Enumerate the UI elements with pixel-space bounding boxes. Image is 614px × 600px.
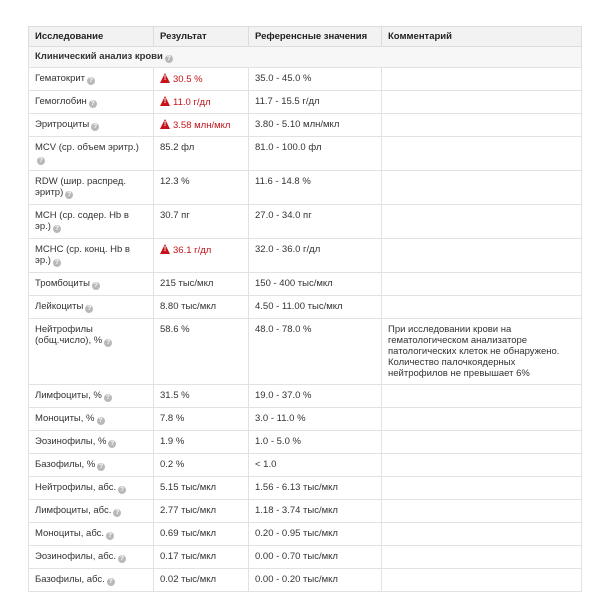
question-circle-icon[interactable]: ? [37,157,45,165]
question-circle-icon[interactable]: ? [104,339,112,347]
test-name-cell [29,68,154,91]
result-cell [154,137,249,171]
reference-value: 1.0 - 5.0 % [255,436,301,447]
result-value: 7.8 % [160,413,185,424]
lab-results-table [28,26,582,592]
test-name: Эритроциты [35,119,90,130]
question-circle-icon[interactable]: ? [165,55,173,63]
header-result: Результат [154,27,249,47]
table-row [29,68,582,91]
test-name: Лимфоциты, % [35,390,102,401]
result-value: 215 тыс/мкл [160,278,214,289]
reference-value: 27.0 - 34.0 пг [255,210,312,221]
test-name: Гемоглобин [35,96,87,107]
reference-value: 3.0 - 11.0 % [255,413,306,424]
test-name-cell [29,546,154,569]
result-value: 36.1 г/дл [173,245,212,256]
question-circle-icon[interactable]: ? [104,394,112,402]
test-name-cell [29,408,154,431]
result-value: 31.5 % [160,390,190,401]
reference-value: 150 - 400 тыс/мкл [255,278,333,289]
test-name-cell [29,431,154,454]
question-circle-icon[interactable]: ? [106,532,114,540]
reference-cell [249,205,382,239]
result-cell [154,68,249,91]
result-value: 0.69 тыс/мкл [160,528,217,539]
reference-cell [249,431,382,454]
result-cell [154,523,249,546]
result-cell [154,171,249,205]
reference-cell [249,319,382,385]
result-value: 0.17 тыс/мкл [160,551,217,562]
reference-cell [249,500,382,523]
result-value: 1.9 % [160,436,185,447]
result-cell [154,205,249,239]
table-row [29,546,582,569]
warning-triangle-icon [160,96,170,106]
question-circle-icon[interactable]: ? [113,509,121,517]
test-name-cell [29,273,154,296]
section-title: Клинический анализ крови [35,51,163,62]
result-cell [154,91,249,114]
test-name-cell [29,296,154,319]
reference-value: 0.00 - 0.20 тыс/мкл [255,574,338,585]
test-name-cell [29,319,154,385]
comment-cell [382,385,582,408]
comment-cell [382,408,582,431]
reference-value: 35.0 - 45.0 % [255,73,312,84]
reference-value: 11.6 - 14.8 % [255,176,311,187]
result-value: 30.7 пг [160,210,190,221]
test-name: Нейтрофилы (общ.число), % [35,324,103,346]
reference-value: 81.0 - 100.0 фл [255,142,322,153]
test-name-cell [29,205,154,239]
question-circle-icon[interactable]: ? [85,305,93,313]
test-name: Моноциты, % [35,413,95,424]
table-row [29,171,582,205]
table-row [29,523,582,546]
table-row [29,477,582,500]
warning-triangle-icon [160,119,170,129]
test-name-cell [29,239,154,273]
test-name-cell [29,114,154,137]
reference-cell [249,523,382,546]
header-test: Исследование [29,27,154,47]
reference-cell [249,454,382,477]
result-value: 85.2 фл [160,142,195,153]
comment-cell [382,273,582,296]
comment-cell [382,171,582,205]
result-cell [154,385,249,408]
reference-value: < 1.0 [255,459,277,470]
header-reference: Референсные значения [249,27,382,47]
reference-cell [249,114,382,137]
comment-cell [382,239,582,273]
table-row [29,91,582,114]
comment-text: При исследовании крови на гематологическом анализаторе патологических клеток не обнаружено. Количество палочкоядерных нейтрофилов не превышает 6% [388,324,560,379]
result-value: 3.58 млн/мкл [173,120,231,131]
table-row [29,114,582,137]
result-value: 8.80 тыс/мкл [160,301,217,312]
table-row [29,205,582,239]
test-name: Базофилы, % [35,459,96,470]
result-cell [154,319,249,385]
header-comment: Комментарий [382,27,582,47]
reference-value: 4.50 - 11.00 тыс/мкл [255,301,343,312]
test-name: Лейкоциты [35,301,84,312]
test-name: Нейтрофилы, абс. [35,482,117,493]
result-value: 0.02 тыс/мкл [160,574,217,585]
test-name: Базофилы, абс. [35,574,105,585]
reference-value: 1.56 - 6.13 тыс/мкл [255,482,338,493]
test-name: MCHC (ср. конц. Hb в эр.) [35,244,130,266]
table-row [29,296,582,319]
result-value: 11.0 г/дл [173,97,211,108]
reference-cell [249,273,382,296]
result-value: 0.2 % [160,459,185,470]
test-name: MCH (ср. содер. Hb в эр.) [35,210,129,232]
test-name-cell [29,91,154,114]
result-cell [154,477,249,500]
test-name-cell [29,477,154,500]
result-cell [154,114,249,137]
comment-cell [382,205,582,239]
test-name: Моноциты, абс. [35,528,105,539]
reference-value: 1.18 - 3.74 тыс/мкл [255,505,338,516]
question-circle-icon[interactable]: ? [87,77,95,85]
comment-cell [382,68,582,91]
test-name-cell [29,137,154,171]
result-cell [154,408,249,431]
result-value: 5.15 тыс/мкл [160,482,217,493]
comment-cell [382,319,582,385]
result-value: 30.5 % [173,74,203,85]
lab-results-container [28,26,581,592]
comment-cell [382,477,582,500]
result-value: 2.77 тыс/мкл [160,505,217,516]
test-name-cell [29,569,154,592]
test-name: Эозинофилы, абс. [35,551,116,562]
reference-cell [249,171,382,205]
reference-cell [249,546,382,569]
reference-cell [249,91,382,114]
result-cell [154,500,249,523]
section-title-cell [29,47,582,68]
reference-cell [249,569,382,592]
table-row [29,454,582,477]
comment-cell [382,137,582,171]
result-cell [154,431,249,454]
test-name: Тромбоциты [35,278,90,289]
table-header-row [29,27,582,47]
test-name: Гематокрит [35,73,86,84]
comment-cell [382,431,582,454]
test-name: RDW (шир. распред. эритр) [35,176,126,198]
section-row [29,47,582,68]
comment-cell [382,91,582,114]
test-name-cell [29,171,154,205]
result-cell [154,569,249,592]
question-circle-icon[interactable]: ? [53,225,61,233]
comment-cell [382,296,582,319]
test-name-cell [29,385,154,408]
test-name: MCV (ср. объем эритр.) [35,142,139,153]
test-name-cell [29,500,154,523]
table-row [29,500,582,523]
reference-cell [249,137,382,171]
table-row [29,431,582,454]
test-name-cell [29,523,154,546]
result-value: 12.3 % [160,176,190,187]
question-circle-icon[interactable]: ? [118,555,126,563]
question-circle-icon[interactable]: ? [97,417,105,425]
reference-value: 0.00 - 0.70 тыс/мкл [255,551,338,562]
comment-cell [382,114,582,137]
table-row [29,137,582,171]
table-row [29,273,582,296]
table-row [29,239,582,273]
table-row [29,319,582,385]
reference-cell [249,239,382,273]
table-row [29,569,582,592]
result-value: 58.6 % [160,324,190,335]
reference-value: 11.7 - 15.5 г/дл [255,96,320,107]
reference-cell [249,296,382,319]
test-name: Эозинофилы, % [35,436,107,447]
question-circle-icon[interactable]: ? [92,282,100,290]
question-circle-icon[interactable]: ? [65,191,73,199]
comment-cell [382,454,582,477]
reference-cell [249,385,382,408]
question-circle-icon[interactable]: ? [91,123,99,131]
question-circle-icon[interactable]: ? [53,259,61,267]
result-cell [154,454,249,477]
question-circle-icon[interactable]: ? [118,486,126,494]
result-cell [154,239,249,273]
question-circle-icon[interactable]: ? [107,578,115,586]
comment-cell [382,569,582,592]
test-name: Лимфоциты, абс. [35,505,112,516]
reference-cell [249,68,382,91]
question-circle-icon[interactable]: ? [89,100,97,108]
result-cell [154,546,249,569]
reference-cell [249,477,382,500]
result-cell [154,273,249,296]
reference-value: 0.20 - 0.95 тыс/мкл [255,528,338,539]
test-name-cell [29,454,154,477]
question-circle-icon[interactable]: ? [97,463,105,471]
reference-value: 3.80 - 5.10 млн/мкл [255,119,340,130]
question-circle-icon[interactable]: ? [108,440,116,448]
comment-cell [382,523,582,546]
reference-value: 19.0 - 37.0 % [255,390,312,401]
comment-cell [382,500,582,523]
reference-value: 48.0 - 78.0 % [255,324,312,335]
result-cell [154,296,249,319]
warning-triangle-icon [160,73,170,83]
warning-triangle-icon [160,244,170,254]
table-row [29,408,582,431]
comment-cell [382,546,582,569]
reference-value: 32.0 - 36.0 г/дл [255,244,321,255]
table-row [29,385,582,408]
reference-cell [249,408,382,431]
